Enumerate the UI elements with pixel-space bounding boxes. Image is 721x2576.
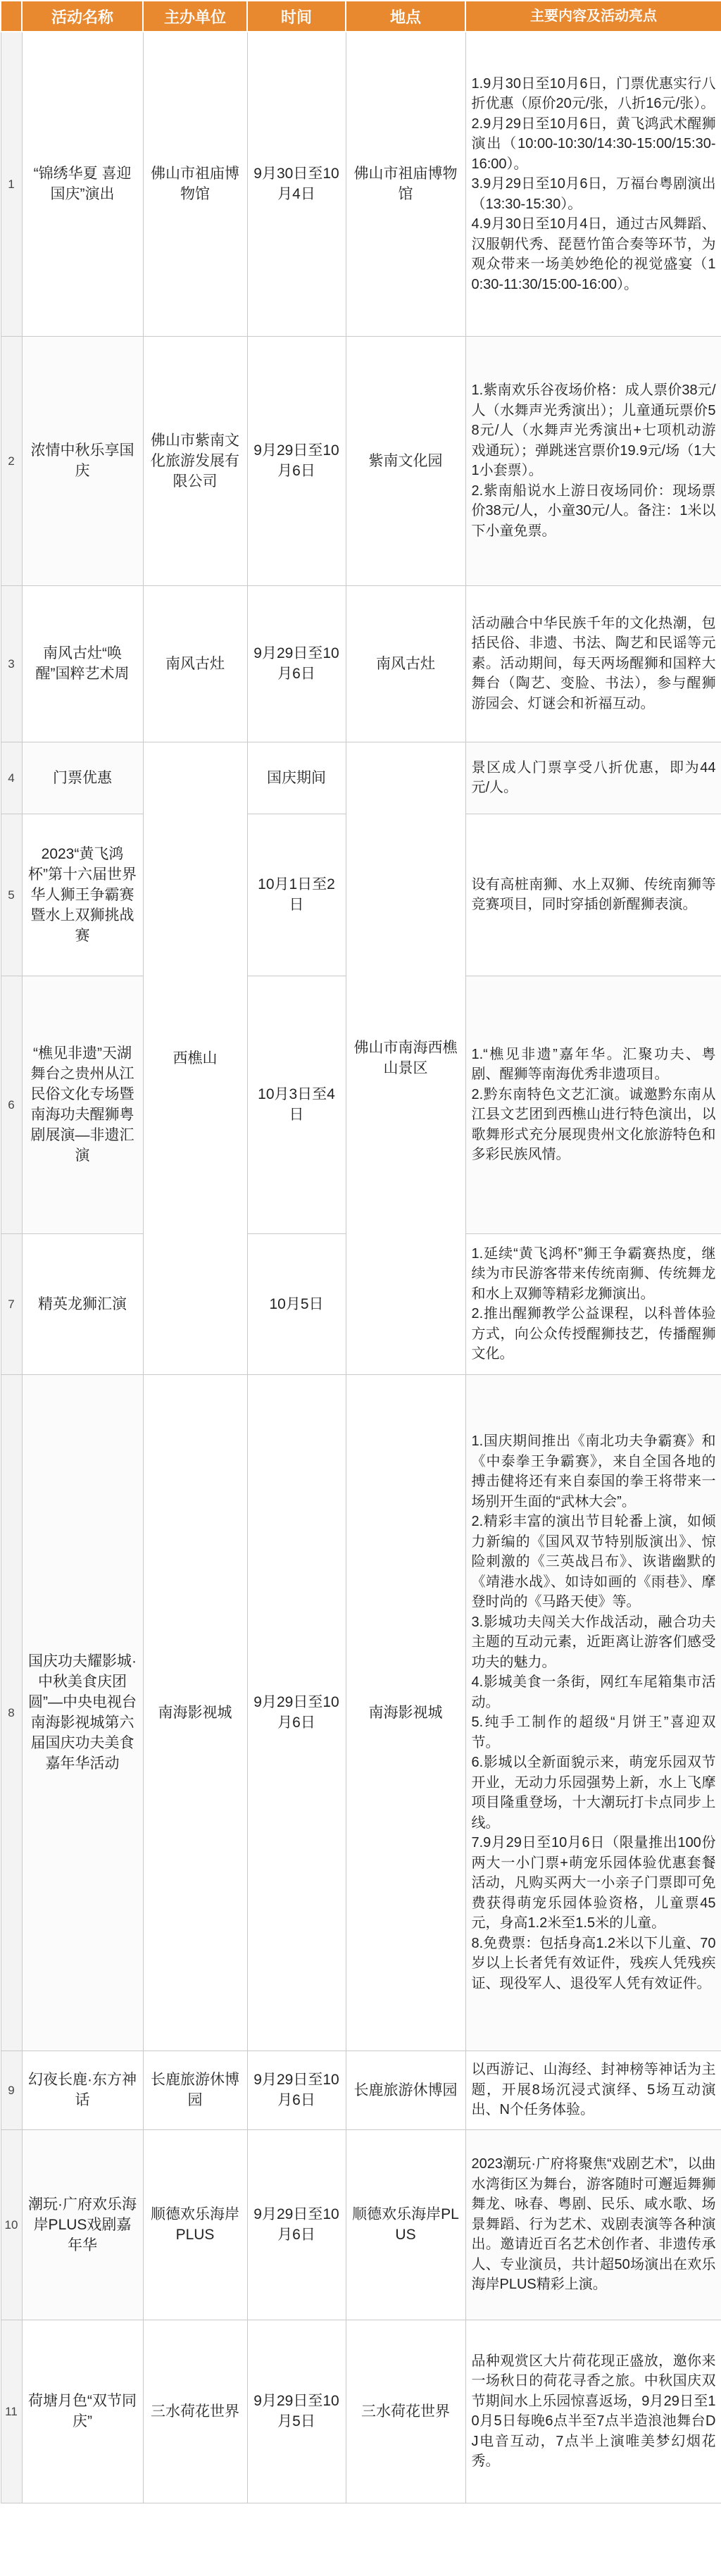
activity-name: “樵见非遗”天湖舞台之贵州从江民俗文化专场暨南海功夫醒狮粤剧展演—非遗汇演 bbox=[22, 976, 143, 1233]
organizer: 长鹿旅游休博园 bbox=[143, 2051, 247, 2129]
highlight-line: 2.9月29日至10月6日，黄飞鸿武术醒狮演出（10:00-10:30/14:30-15:00/15:30-16:00）。 bbox=[471, 116, 716, 172]
highlight-line: 5.纯手工制作的超级“月饼王”喜迎双节。 bbox=[471, 1715, 716, 1750]
event-highlights bbox=[465, 814, 721, 976]
event-time: 10月5日 bbox=[247, 1233, 346, 1374]
row-index: 6 bbox=[1, 976, 22, 1233]
row-index: 5 bbox=[1, 814, 22, 976]
activity-name: 精英龙狮汇演 bbox=[22, 1233, 143, 1374]
activity-name: 南风古灶“唤醒”国粹艺术周 bbox=[22, 585, 143, 742]
row-index: 3 bbox=[1, 585, 22, 742]
row-index: 11 bbox=[1, 2320, 22, 2503]
event-highlights bbox=[465, 742, 721, 814]
table-row bbox=[1, 742, 721, 814]
highlight-line: 活动融合中华民族千年的文化热潮，包括民俗、非遗、书法、陶艺和民谣等元素。活动期间，每天两场醒狮和国粹大舞台（陶艺、变脸、书法），参与醒狮游园会、灯谜会和祈福互动。 bbox=[471, 615, 716, 711]
row-index: 10 bbox=[1, 2129, 22, 2320]
activity-name: “锦绣华夏 喜迎国庆”演出 bbox=[22, 32, 143, 336]
event-highlights bbox=[465, 585, 721, 742]
event-time: 9月29日至10月6日 bbox=[247, 1374, 346, 2051]
event-highlights bbox=[465, 976, 721, 1233]
event-highlights bbox=[465, 1374, 721, 2051]
highlight-line: 2.精彩丰富的演出节目轮番上演，如倾力新编的《国风双节特别版演出》、惊险刺激的《三英战吕布》、诙谐幽默的《靖港水战》、如诗如画的《雨巷》、摩登时尚的《马路天使》等。 bbox=[471, 1514, 716, 1610]
highlight-line: 6.影城以全新面貌示来，萌宠乐园双节开业，无动力乐园强势上新，水上飞摩项目隆重登场，十大潮玩打卡点同步上线。 bbox=[471, 1755, 716, 1831]
event-time: 10月3日至4日 bbox=[247, 976, 346, 1233]
table-row bbox=[1, 2320, 721, 2503]
row-index: 9 bbox=[1, 2051, 22, 2129]
highlight-line: 1.紫南欢乐谷夜场价格：成人票价38元/人（水舞声光秀演出）；儿童通玩票价58元/人（水舞声光秀演出+七项机动游戏通玩）；弹跳迷宫票价19.9元/场（1大1小套票）。 bbox=[471, 382, 716, 478]
organizer: 南海影视城 bbox=[143, 1374, 247, 2051]
activity-name: 门票优惠 bbox=[22, 742, 143, 814]
header-activity-name: 活动名称 bbox=[22, 1, 143, 32]
highlight-line: 景区成人门票享受八折优惠，即为44元/人。 bbox=[471, 759, 716, 795]
highlight-line: 3.影城功夫闯关大作战活动，融合功夫主题的互动元素，近距离让游客们感受功夫的魅力。 bbox=[471, 1614, 716, 1670]
header-row bbox=[1, 1, 721, 32]
event-time: 10月1日至2日 bbox=[247, 814, 346, 976]
event-time: 国庆期间 bbox=[247, 742, 346, 814]
organizer-merged: 西樵山 bbox=[143, 742, 247, 1374]
row-index: 4 bbox=[1, 742, 22, 814]
row-index: 1 bbox=[1, 32, 22, 336]
highlight-line: 2.黔东南特色文艺汇演。诚邀黔东南从江县文艺团到西樵山进行特色演出，以歌舞形式充分展现贵州文化旅游特色和多彩民族风情。 bbox=[471, 1086, 716, 1162]
event-highlights bbox=[465, 2129, 721, 2320]
activity-name: 浓情中秋乐享国庆 bbox=[22, 336, 143, 585]
highlight-line: 1.9月30日至10月6日，门票优惠实行八折优惠（原价20元/张，八折16元/张）。 bbox=[471, 75, 716, 111]
highlight-line: 4.9月30日至10月4日，通过古风舞蹈、汉服朝代秀、琵琶竹笛合奏等环节，为观众带来一场美妙绝伦的视觉盛宴（10:30-11:30/15:00-16:00）。 bbox=[471, 216, 716, 292]
event-highlights bbox=[465, 336, 721, 585]
highlight-line: 3.9月29日至10月6日，万福台粤剧演出（13:30-15:30）。 bbox=[471, 176, 716, 212]
highlight-line: 1.延续“黄飞鸿杯”狮王争霸赛热度，继续为市民游客带来传统南狮、传统舞龙和水上双狮等精彩龙狮演出。 bbox=[471, 1245, 716, 1302]
activity-name: 2023“黄飞鸿杯”第十六届世界华人狮王争霸赛暨水上双狮挑战赛 bbox=[22, 814, 143, 976]
event-highlights bbox=[465, 2320, 721, 2503]
table-row bbox=[1, 1374, 721, 2051]
organizer: 南风古灶 bbox=[143, 585, 247, 742]
event-location: 三水荷花世界 bbox=[346, 2320, 465, 2503]
table-row bbox=[1, 32, 721, 336]
event-time: 9月29日至10月6日 bbox=[247, 2051, 346, 2129]
table-row bbox=[1, 2051, 721, 2129]
event-time: 9月30日至10月4日 bbox=[247, 32, 346, 336]
organizer: 三水荷花世界 bbox=[143, 2320, 247, 2503]
event-time: 9月29日至10月6日 bbox=[247, 2129, 346, 2320]
organizer: 佛山市祖庙博物馆 bbox=[143, 32, 247, 336]
highlight-line: 7.9月29日至10月6日（限量推出100份两大一小门票+萌宠乐园体验优惠套餐活动，凡购买两大一小亲子门票即可免费获得萌宠乐园体验资格，儿童票45元，身高1.2米至1.5米的儿童。 bbox=[471, 1835, 716, 1931]
activity-name: 荷塘月色“双节同庆” bbox=[22, 2320, 143, 2503]
header-location: 地点 bbox=[346, 1, 465, 32]
highlight-line: 以西游记、山海经、封神榜等神话为主题，开展8场沉浸式演绎、5场互动演出、N个任务体验。 bbox=[471, 2062, 716, 2118]
event-location-merged: 佛山市南海西樵山景区 bbox=[346, 742, 465, 1374]
highlight-line: 8.免费票：包括身高1.2米以下儿童、70岁以上长者凭有效证件，残疾人凭残疾证、现役军人、退役军人凭有效证件。 bbox=[471, 1935, 716, 1991]
activity-name: 国庆功夫耀影城·中秋美食庆团圆”—中央电视台南海影视城第六届国庆功夫美食嘉年华活动 bbox=[22, 1374, 143, 2051]
event-location: 南风古灶 bbox=[346, 585, 465, 742]
highlight-line: 设有高桩南狮、水上双狮、传统南狮等竞赛项目，同时穿插创新醒狮表演。 bbox=[471, 876, 716, 912]
highlight-line: 2.紫南船说水上游日夜场同价：现场票价38元/人，小童30元/人。备注：1米以下小童免票。 bbox=[471, 483, 716, 539]
header-highlights: 主要内容及活动亮点 bbox=[465, 1, 721, 32]
activity-name: 潮玩·广府欢乐海岸PLUS戏剧嘉年华 bbox=[22, 2129, 143, 2320]
header-index bbox=[1, 1, 22, 32]
highlight-line: 4.影城美食一条街，网红车尾箱集市活动。 bbox=[471, 1674, 716, 1710]
row-index: 7 bbox=[1, 1233, 22, 1374]
highlight-line: 1.国庆期间推出《南北功夫争霸赛》和《中泰拳王争霸赛》，来自全国各地的搏击健将还有来自泰国的拳王将带来一场别开生面的“武林大会”。 bbox=[471, 1433, 716, 1510]
event-time: 9月29日至10月5日 bbox=[247, 2320, 346, 2503]
event-location: 佛山市祖庙博物馆 bbox=[346, 32, 465, 336]
activity-name: 幻夜长鹿·东方神话 bbox=[22, 2051, 143, 2129]
row-index: 8 bbox=[1, 1374, 22, 2051]
header-organizer: 主办单位 bbox=[143, 1, 247, 32]
event-location: 紫南文化园 bbox=[346, 336, 465, 585]
event-highlights bbox=[465, 2051, 721, 2129]
highlight-line: 2023潮玩·广府将聚焦“戏剧艺术”，以曲水湾街区为舞台，游客随时可邂逅舞狮舞龙、咏春、粤剧、民乐、咸水歌、场景舞蹈、行为艺术、戏剧表演等各种演出。邀请近百名艺术创作者、非遗传承人、专业演员，共计超50场演出在欢乐海岸PLUS精彩上演。 bbox=[471, 2156, 716, 2293]
highlight-line: 1.“樵见非遗”嘉年华。汇聚功夫、粤剧、醒狮等南海优秀非遗项目。 bbox=[471, 1046, 716, 1082]
row-index: 2 bbox=[1, 336, 22, 585]
highlight-line: 品种观赏区大片荷花现正盛放，邀你来一场秋日的荷花寻香之旅。中秋国庆双节期间水上乐园惊喜返场，9月29日至10月5日每晚6点半至7点半造浪池舞台DJ电音互动，7点半上演唯美梦幻烟花秀。 bbox=[471, 2353, 716, 2469]
table-row bbox=[1, 2129, 721, 2320]
table-row bbox=[1, 336, 721, 585]
organizer: 顺德欢乐海岸PLUS bbox=[143, 2129, 247, 2320]
organizer: 佛山市紫南文化旅游发展有限公司 bbox=[143, 336, 247, 585]
event-time: 9月29日至10月6日 bbox=[247, 585, 346, 742]
event-location: 长鹿旅游休博园 bbox=[346, 2051, 465, 2129]
header-time: 时间 bbox=[247, 1, 346, 32]
event-location: 南海影视城 bbox=[346, 1374, 465, 2051]
table-row bbox=[1, 585, 721, 742]
event-location: 顺德欢乐海岸PLUS bbox=[346, 2129, 465, 2320]
event-time: 9月29日至10月6日 bbox=[247, 336, 346, 585]
event-highlights bbox=[465, 32, 721, 336]
event-highlights bbox=[465, 1233, 721, 1374]
highlight-line: 2.推出醒狮教学公益课程，以科普体验方式，向公众传授醒狮技艺，传播醒狮文化。 bbox=[471, 1306, 716, 1362]
